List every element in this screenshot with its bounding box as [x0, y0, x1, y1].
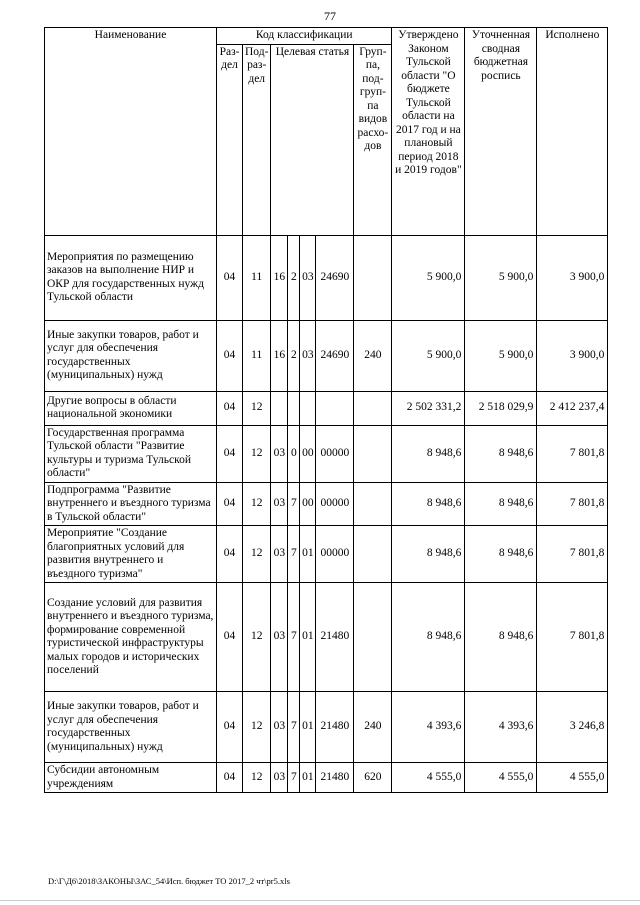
row-approved: 8 948,6 — [392, 425, 465, 482]
header-expense-group: Груп- па, под- груп- па видов расхо- дов — [354, 44, 392, 235]
row-podrazdel: 11 — [243, 320, 271, 391]
row-podrazdel: 12 — [243, 583, 271, 692]
row-target-measure: 00 — [300, 482, 316, 526]
row-target-program — [271, 391, 288, 425]
row-target-program: 03 — [271, 526, 288, 583]
row-name: Мероприятия по размещению заказов на выполнение НИР и ОКР для государственных нужд Тульской области — [45, 235, 217, 320]
header-classification-code: Код классификации — [217, 28, 392, 45]
row-executed: 3 900,0 — [537, 235, 608, 320]
table-row — [45, 320, 608, 391]
divider — [0, 900, 640, 901]
row-approved: 2 502 331,2 — [392, 391, 465, 425]
row-approved: 5 900,0 — [392, 320, 465, 391]
row-target-subprogram: 2 — [288, 235, 300, 320]
row-refined: 4 393,6 — [465, 692, 537, 763]
row-razdel: 04 — [217, 526, 243, 583]
row-target-subprogram: 0 — [288, 425, 300, 482]
row-target-subprogram: 7 — [288, 526, 300, 583]
row-expense-group: 620 — [354, 763, 392, 793]
row-name: Иные закупки товаров, работ и услуг для обеспечения государственных (муниципальных) нужд — [45, 320, 217, 391]
row-approved: 8 948,6 — [392, 482, 465, 526]
row-target-subprogram: 2 — [288, 320, 300, 391]
row-executed: 7 801,8 — [537, 526, 608, 583]
row-name: Иные закупки товаров, работ и услуг для обеспечения государственных (муниципальных) нужд — [45, 692, 217, 763]
row-target-measure: 03 — [300, 320, 316, 391]
table-row — [45, 482, 608, 526]
row-target-direction: 21480 — [316, 583, 354, 692]
row-approved: 4 393,6 — [392, 692, 465, 763]
row-expense-group — [354, 583, 392, 692]
row-refined: 2 518 029,9 — [465, 391, 537, 425]
row-razdel: 04 — [217, 235, 243, 320]
header-razdel: Раз- дел — [217, 44, 243, 235]
row-target-subprogram: 7 — [288, 482, 300, 526]
row-executed: 7 801,8 — [537, 425, 608, 482]
row-executed: 3 246,8 — [537, 692, 608, 763]
row-refined: 5 900,0 — [465, 320, 537, 391]
row-target-program: 16 — [271, 320, 288, 391]
row-razdel: 04 — [217, 425, 243, 482]
row-expense-group — [354, 391, 392, 425]
row-podrazdel: 12 — [243, 526, 271, 583]
row-executed: 3 900,0 — [537, 320, 608, 391]
row-target-program: 03 — [271, 583, 288, 692]
row-podrazdel: 12 — [243, 425, 271, 482]
row-expense-group: 240 — [354, 320, 392, 391]
header-name: Наименование — [45, 28, 217, 236]
header-target-article: Целевая статья — [271, 44, 354, 235]
row-target-measure — [300, 391, 316, 425]
row-expense-group — [354, 482, 392, 526]
row-refined: 8 948,6 — [465, 526, 537, 583]
row-target-measure: 01 — [300, 763, 316, 793]
row-name: Государственная программа Тульской области "Развитие культуры и туризма Тульской области" — [45, 425, 217, 482]
table-row — [45, 763, 608, 793]
row-target-subprogram: 7 — [288, 692, 300, 763]
header-approved: Утверждено Законом Тульской области "О бюджете Тульской области на 2017 год и на плановый период 2018 и 2019 годов" — [392, 28, 465, 236]
row-expense-group — [354, 526, 392, 583]
row-razdel: 04 — [217, 482, 243, 526]
row-target-direction: 24690 — [316, 235, 354, 320]
table-row — [45, 526, 608, 583]
row-executed: 4 555,0 — [537, 763, 608, 793]
row-podrazdel: 12 — [243, 763, 271, 793]
row-podrazdel: 12 — [243, 692, 271, 763]
table-row — [45, 583, 608, 692]
header-executed: Исполнено — [537, 28, 608, 236]
table-row — [45, 692, 608, 763]
header-refined: Уточненная сводная бюджетная роспись — [465, 28, 537, 236]
table-body — [45, 235, 608, 793]
row-target-measure: 01 — [300, 583, 316, 692]
row-podrazdel: 12 — [243, 482, 271, 526]
row-podrazdel: 11 — [243, 235, 271, 320]
row-target-direction: 24690 — [316, 320, 354, 391]
row-executed: 2 412 237,4 — [537, 391, 608, 425]
row-razdel: 04 — [217, 692, 243, 763]
row-expense-group: 240 — [354, 692, 392, 763]
row-target-direction: 00000 — [316, 526, 354, 583]
row-target-measure: 01 — [300, 692, 316, 763]
row-name: Подпрограмма "Развитие внутреннего и въездного туризма в Тульской области" — [45, 482, 217, 526]
row-approved: 8 948,6 — [392, 526, 465, 583]
table-row — [45, 425, 608, 482]
header-podrazdel: Под- раз- дел — [243, 44, 271, 235]
row-razdel: 04 — [217, 583, 243, 692]
row-target-program: 03 — [271, 482, 288, 526]
row-name: Другие вопросы в области национальной экономики — [45, 391, 217, 425]
row-target-direction: 21480 — [316, 692, 354, 763]
row-expense-group — [354, 235, 392, 320]
row-target-direction: 00000 — [316, 425, 354, 482]
row-refined: 8 948,6 — [465, 482, 537, 526]
footer-file-path: D:\Г\Д6\2018\ЗАКОНЫ\ЗАС_54\Исп. бюджет ТО 2017_2 чт\pr5.xls — [48, 876, 290, 886]
row-approved: 5 900,0 — [392, 235, 465, 320]
row-refined: 8 948,6 — [465, 425, 537, 482]
row-target-measure: 03 — [300, 235, 316, 320]
budget-table — [44, 27, 608, 793]
row-target-program: 03 — [271, 425, 288, 482]
row-target-measure: 00 — [300, 425, 316, 482]
row-target-program: 03 — [271, 763, 288, 793]
row-podrazdel: 12 — [243, 391, 271, 425]
row-target-subprogram: 7 — [288, 583, 300, 692]
table-row — [45, 235, 608, 320]
row-name: Мероприятие "Создание благоприятных условий для развития внутреннего и въездного туризма" — [45, 526, 217, 583]
row-razdel: 04 — [217, 763, 243, 793]
row-refined: 4 555,0 — [465, 763, 537, 793]
page-number: 77 — [324, 9, 336, 23]
row-refined: 8 948,6 — [465, 583, 537, 692]
row-target-measure: 01 — [300, 526, 316, 583]
row-target-subprogram — [288, 391, 300, 425]
row-target-program: 16 — [271, 235, 288, 320]
row-target-program: 03 — [271, 692, 288, 763]
row-refined: 5 900,0 — [465, 235, 537, 320]
row-executed: 7 801,8 — [537, 482, 608, 526]
table-row — [45, 391, 608, 425]
row-name: Субсидии автономным учреждениям — [45, 763, 217, 793]
row-target-subprogram: 7 — [288, 763, 300, 793]
row-expense-group — [354, 425, 392, 482]
row-approved: 4 555,0 — [392, 763, 465, 793]
row-name: Создание условий для развития внутреннего и въездного туризма, формирование современной туристической инфраструктуры малых городов и исторических поселений — [45, 583, 217, 692]
row-target-direction: 21480 — [316, 763, 354, 793]
row-executed: 7 801,8 — [537, 583, 608, 692]
row-razdel: 04 — [217, 320, 243, 391]
row-approved: 8 948,6 — [392, 583, 465, 692]
row-target-direction — [316, 391, 354, 425]
row-target-direction: 00000 — [316, 482, 354, 526]
row-razdel: 04 — [217, 391, 243, 425]
